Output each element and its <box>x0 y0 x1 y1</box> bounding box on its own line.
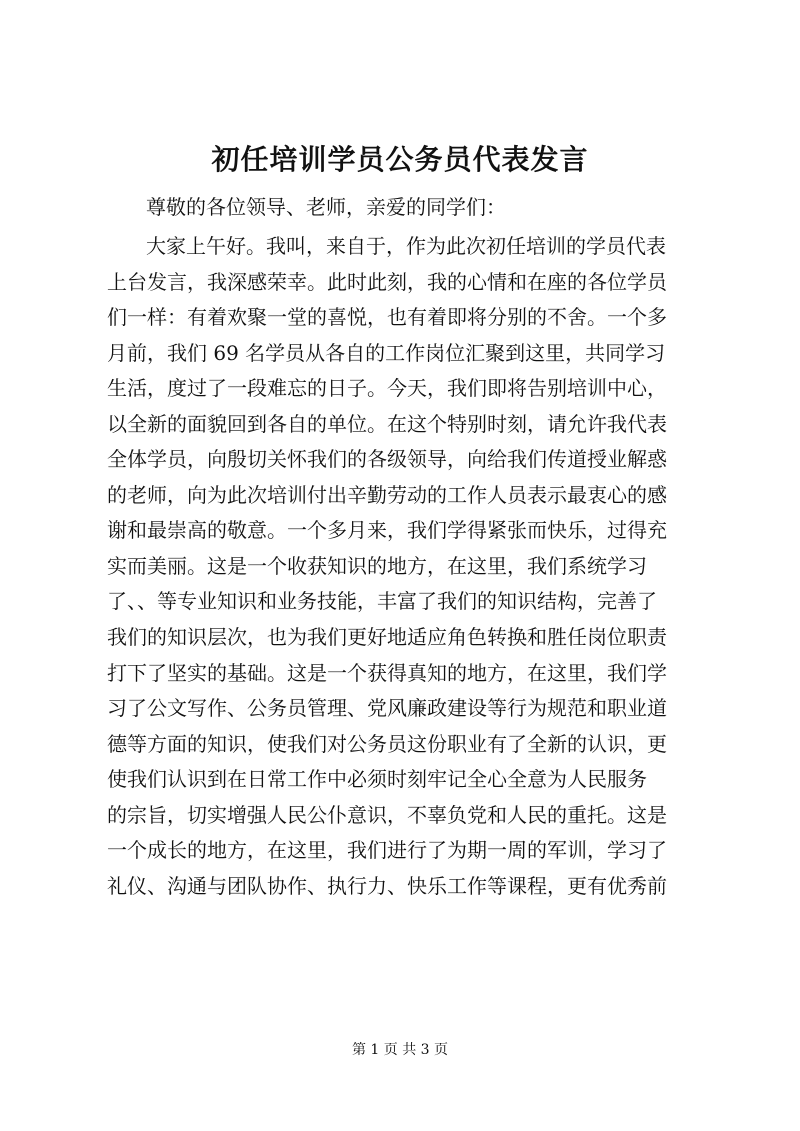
body-line: 礼仪、沟通与团队协作、执行力、快乐工作等课程，更有优秀前 <box>107 873 667 898</box>
document-title: 初任培训学员公务员代表发言 <box>211 143 589 176</box>
body-line: 我们的知识层次，也为我们更好地适应角色转换和胜任岗位职责 <box>107 625 667 650</box>
body-line: 的老师，向为此次培训付出辛勤劳动的工作人员表示最衷心的感 <box>107 482 667 507</box>
body-line: 的宗旨，切实增强人民公仆意识，不辜负党和人民的重托。这是 <box>107 802 667 827</box>
body-line: 生活，度过了一段难忘的日子。今天，我们即将告别培训中心， <box>107 376 667 401</box>
body-line: 习了公文写作、公务员管理、党风廉政建设等行为规范和职业道 <box>107 696 667 721</box>
body-line: 上台发言，我深感荣幸。此时此刻，我的心情和在座的各位学员 <box>107 269 667 294</box>
body-line: 使我们认识到在日常工作中必须时刻牢记全心全意为人民服务 <box>107 767 647 792</box>
body-line: 实而美丽。这是一个收获知识的地方，在这里，我们系统学习 <box>107 553 647 578</box>
body-line: 了、、等专业知识和业务技能，丰富了我们的知识结构，完善了 <box>107 589 657 614</box>
salutation: 尊敬的各位领导、老师，亲爱的同学们： <box>146 195 506 219</box>
page-footer: 第 1 页 共 3 页 <box>351 1042 449 1058</box>
body-line: 们一样：有着欢聚一堂的喜悦，也有着即将分别的不舍。一个多 <box>107 305 667 330</box>
body-line: 一个成长的地方，在这里，我们进行了为期一周的军训，学习了 <box>107 838 667 863</box>
speech-body <box>107 229 707 904</box>
body-line: 月前，我们 69 名学员从各自的工作岗位汇聚到这里，共同学习 <box>107 340 666 365</box>
body-line: 德等方面的知识，使我们对公务员这份职业有了全新的认识，更 <box>107 731 667 756</box>
body-line: 全体学员，向殷切关怀我们的各级领导，向给我们传道授业解惑 <box>107 447 667 472</box>
body-line: 大家上午好。我叫，来自于，作为此次初任培训的学员代表 <box>146 234 666 258</box>
body-line: 以全新的面貌回到各自的单位。在这个特别时刻，请允许我代表 <box>107 411 667 436</box>
body-line: 谢和最崇高的敬意。一个多月来，我们学得紧张而快乐，过得充 <box>107 518 667 543</box>
body-line: 打下了坚实的基础。这是一个获得真知的地方，在这里，我们学 <box>107 660 667 685</box>
